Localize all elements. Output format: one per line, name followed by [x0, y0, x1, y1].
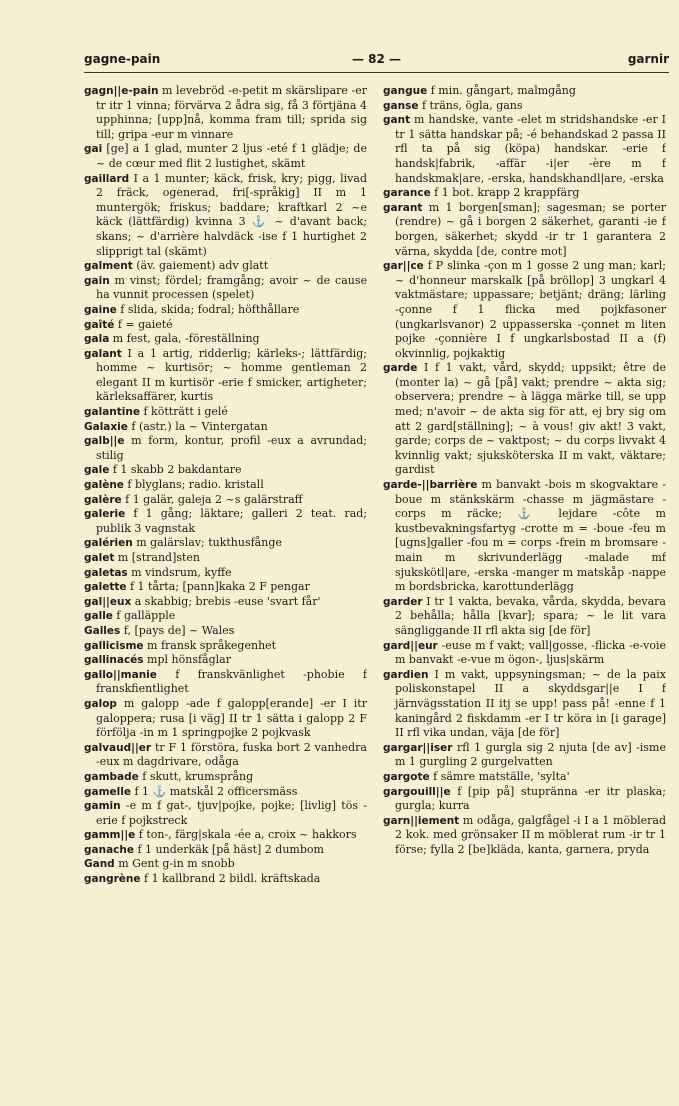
entry-definition: m odåga, galgfågel -i I a 1 möblerad 2 kok. med grönsaker II m möblerat rum -ir tr 1 förse; fylla 2 [be]kläda, kanta, garnera, pryda — [395, 813, 666, 856]
dictionary-entry — [84, 566, 367, 581]
dictionary-entry — [84, 785, 367, 800]
entry-definition: m banvakt -bois m skogvaktare -boue m stänkskärm -chasse m jägmästare -corps m räcke; ⚓ lejdare -côte m kustbevakningsfartyg -crotte m = -boue -feu m [ugns]galler -fou m = corps -frein m bromsare -main m skrivunderlägg -malade mf sjukskötl|are, -erska -manger m matskåp -nappe m bordsbricka, karottunderlägg — [395, 478, 666, 594]
entry-headword: garn||iement — [383, 814, 460, 827]
entry-definition: f 1 gång; läktare; galleri 2 teat. rad; publik 3 vagnstak — [96, 507, 367, 535]
entry-definition: rfl 1 gurgla sig 2 njuta [de av] -isme m 1 gurgling 2 gurgelvatten — [395, 740, 666, 769]
entry-definition: I a 1 artig, ridderlig; kärleks-; lättfärdig; homme ~ kurtisör; ~ homme gentleman 2 elegant II m kurtisör -erie f smicker, artigheter; kärleksaffärer, kurtis — [96, 346, 367, 404]
entry-definition: m 1 borgen[sman]; sagesman; se porter (rendre) ~ gå i borgen 2 säkerhet, garanti -ie f borgen, säkerhet; skydd -ir tr 1 garantera 2 värna, skydda [de, contre mot] — [395, 200, 666, 258]
entry-definition: f [pip på] stupränna -er itr plaska; gurgla; kurra — [395, 784, 666, 813]
entry-definition: m galärslav; tukthusfånge — [132, 536, 282, 550]
dictionary-entry — [84, 536, 367, 551]
entry-definition: f slida, skida; fodral; höfthållare — [116, 302, 300, 316]
entry-headword: gangue — [383, 85, 428, 97]
entry-definition: f 1 bot. krapp 2 krappfärg — [430, 186, 580, 200]
entry-headword: gain — [84, 274, 110, 287]
entry-headword: gai — [84, 143, 103, 156]
entry-definition: f 1 ⚓ matskål 2 officersmäss — [130, 784, 298, 798]
entry-headword: galerie — [84, 508, 126, 521]
dictionary-entry — [383, 259, 666, 361]
entry-headword: garder — [383, 595, 423, 608]
dictionary-entry — [84, 595, 367, 610]
dictionary-entry — [84, 347, 367, 405]
page-header — [84, 52, 669, 74]
dictionary-entry — [84, 274, 367, 303]
dictionary-entry — [84, 624, 367, 639]
entry-headword: gamin — [84, 800, 121, 813]
header-right-guideword: garnir — [627, 52, 669, 66]
entry-definition: m Gent g-in m snobb — [114, 857, 235, 871]
entry-headword: galle — [84, 610, 113, 623]
entry-definition: m levebröd -e-petit m skärslipare -er tr itr 1 vinna; förvärva 2 ådra sig, få 3 förtjäna 4 upphinna; [upp]nå, komma fram till; sprida sig till; gripa -eur m vinnare — [96, 84, 367, 141]
entry-definition: [ge] a 1 glad, munter 2 ljus -eté f 1 glädje; de ~ de cœur med flit 2 lustighet, skämt — [96, 142, 367, 170]
dictionary-entry — [383, 668, 666, 741]
entry-headword: gardien — [383, 668, 429, 681]
entry-definition: f 1 underkäk [på häst] 2 dumbom — [133, 842, 324, 856]
dictionary-entry — [383, 741, 666, 770]
entry-definition: f (astr.) la ~ Vintergatan — [127, 419, 268, 433]
entry-definition: tr F 1 förstöra, fuska bort 2 vanhedra -eux m dagdrivare, odåga — [96, 740, 367, 769]
entry-headword: gamm||e — [84, 829, 136, 842]
entry-definition: m vindsrum, kyffe — [127, 565, 232, 579]
dictionary-entry — [84, 770, 367, 785]
entry-headword: galant — [84, 347, 122, 360]
page-number: — 82 — — [351, 52, 402, 66]
entry-headword: gallinacés — [84, 654, 144, 667]
dictionary-entry — [84, 828, 367, 843]
dictionary-entry — [84, 259, 367, 274]
entry-definition: a skabbig; brebis -euse 'svart får' — [131, 594, 321, 608]
dictionary-entry — [84, 799, 367, 828]
entry-headword: ganache — [84, 843, 134, 856]
entry-headword: garde-||barrière — [383, 479, 478, 492]
entry-headword: gale — [84, 464, 110, 477]
dictionary-entry — [383, 186, 666, 201]
entry-headword: gambade — [84, 770, 139, 783]
dictionary-entry — [84, 318, 367, 333]
dictionary-entry — [84, 668, 367, 697]
dictionary-entry — [84, 551, 367, 566]
entry-headword: garant — [383, 201, 423, 214]
dictionary-entry — [383, 785, 666, 814]
entry-headword: gaîté — [84, 318, 115, 331]
header-left-guideword: gagne-pain — [84, 52, 161, 66]
entry-headword: galetas — [84, 566, 128, 579]
entry-headword: gaine — [84, 303, 117, 316]
entry-definition: f 1 kallbrand 2 bildl. kräftskada — [140, 872, 321, 886]
left-column — [84, 84, 367, 1094]
dictionary-entry — [383, 84, 666, 99]
entry-definition: f sämre matställe, 'sylta' — [429, 769, 570, 783]
dictionary-entry — [84, 639, 367, 654]
entry-headword: gangrène — [84, 873, 141, 886]
entry-definition: f blyglans; radio. kristall — [123, 478, 264, 492]
entry-definition: f 1 tårta; [pann]kaka 2 F pengar — [126, 580, 310, 594]
dictionary-entry — [84, 303, 367, 318]
entry-definition: m form, kontur, profil -eux a avrundad; stilig — [96, 434, 367, 462]
dictionary-entry — [383, 201, 666, 259]
entry-headword: galvaud||er — [84, 741, 152, 754]
entry-definition: m galopp -ade f galopp[erande] -er I itr galoppera; rusa [i väg] II tr 1 sätta i galopp 2 F förfölja -in m 1 springpojke 2 pojkvask — [96, 696, 367, 740]
dictionary-entry — [383, 361, 666, 478]
entry-definition: f ton-, färg|skala -ée a, croix ~ hakkors — [135, 828, 357, 842]
dictionary-entry — [84, 478, 367, 493]
entry-definition: m vinst; fördel; framgång; avoir ~ de cause ha vunnit processen (spelet) — [96, 273, 367, 302]
entry-definition: f kötträtt i gelé — [139, 405, 228, 419]
dictionary-entry — [84, 142, 367, 171]
entry-headword: galop — [84, 697, 117, 710]
entry-headword: Gand — [84, 858, 115, 871]
entry-headword: gal||eux — [84, 595, 132, 608]
entry-headword: garance — [383, 187, 431, 200]
entry-headword: garde — [383, 362, 418, 375]
entry-headword: galb||e — [84, 435, 125, 448]
entry-definition: m fransk språkegenhet — [143, 638, 277, 652]
entry-headword: galène — [84, 479, 124, 492]
dictionary-entry — [84, 493, 367, 508]
entry-definition: f träns, ögla, gans — [418, 98, 523, 112]
entry-definition: mpl hönsfåglar — [143, 653, 231, 667]
entry-definition: I m vakt, uppsyningsman; ~ de la paix poliskonstapel II a skyddsgar||e I f järnvägsstation II itj se upp! pass på! -enne f 1 kaningård 2 fiskdamm -er I tr köra in [i garage] II rfl vika undan, väja [de för] — [395, 667, 666, 740]
entry-headword: galet — [84, 552, 115, 564]
dictionary-entry — [84, 857, 367, 872]
entry-headword: Galaxie — [84, 420, 128, 433]
entry-headword: gard||eur — [383, 639, 438, 652]
entry-definition: f galläpple — [112, 609, 176, 623]
entry-headword: galère — [84, 493, 122, 506]
dictionary-entry — [383, 113, 666, 186]
entry-headword: Galles — [84, 624, 121, 637]
dictionary-entry — [84, 580, 367, 595]
entry-headword: gagn||e-pain — [84, 85, 159, 97]
entry-headword: galérien — [84, 537, 133, 550]
entry-headword: galantine — [84, 406, 140, 419]
entry-definition: -euse m f vakt; vall|gosse, -flicka -e-voie m banvakt -e-vue m ögon-, ljus|skärm — [395, 638, 666, 667]
dictionary-entry — [84, 697, 367, 741]
entry-headword: galment — [84, 260, 133, 273]
entry-headword: gargar||iser — [383, 741, 453, 754]
entry-definition: m [strand]sten — [114, 551, 201, 564]
entry-definition: f 1 galär, galeja 2 ~s galärstraff — [121, 492, 303, 506]
entry-definition: f skutt, krumsprång — [138, 769, 254, 783]
entry-headword: gallo||manie — [84, 668, 157, 681]
dictionary-entry — [383, 639, 666, 668]
dictionary-entry — [84, 507, 367, 536]
dictionary-entry — [383, 99, 666, 114]
entry-definition: f, [pays de] ~ Wales — [120, 623, 235, 637]
dictionary-entry — [84, 434, 367, 463]
dictionary-entry — [84, 463, 367, 478]
entry-definition: I a 1 munter; käck, frisk, kry; pigg, livad 2 fräck, ogenerad, fri[-språkig] II m 1 muntergök; friskus; baddare; kraftkarl 2 ~e käck (lättfärdig) kvinna 3 ⚓ ~ d'avant back; skans; ~ d'arrière halvdäck -ise f 1 hurtighet 2 slipprigt tal (skämt) — [96, 171, 367, 258]
entry-definition: f min. gångart, malmgång — [427, 84, 576, 97]
entry-headword: gargote — [383, 770, 430, 783]
right-column — [383, 84, 666, 1094]
dictionary-entry — [84, 653, 367, 668]
entry-definition: f franskvänlighet -phobie f franskfientlighet — [96, 667, 367, 696]
entry-headword: gaillard — [84, 172, 130, 185]
dictionary-entry — [84, 172, 367, 260]
dictionary-entry — [84, 84, 367, 142]
entry-definition: f = gaieté — [114, 317, 173, 331]
dictionary-entry — [84, 741, 367, 770]
dictionary-entry — [84, 843, 367, 858]
entry-headword: gallicisme — [84, 639, 144, 652]
dictionary-entry — [84, 405, 367, 420]
dictionary-entry — [84, 872, 367, 887]
dictionary-entry — [383, 770, 666, 785]
header-rule — [84, 72, 669, 73]
entry-headword: gar||ce — [383, 260, 424, 273]
dictionary-entry — [84, 420, 367, 435]
entry-definition: -e m f gat-, tjuv|pojke, pojke; [livlig] tös -erie f pojkstreck — [96, 799, 367, 827]
dictionary-entry — [383, 478, 666, 595]
entry-definition: (äv. gaiement) adv glatt — [132, 259, 269, 273]
dictionary-entry — [383, 595, 666, 639]
dictionary-entry — [84, 609, 367, 624]
entry-definition: m handske, vante -elet m stridshandske -er I tr 1 sätta handskar på; -é behandskad 2 passa II rfl ta på sig (köpa) handskar. -erie f handsk|fabrik, -affär -i|er -ère m f handskmak|are, -erska, handskhandl|are, -erska — [395, 113, 666, 185]
entry-definition: I f 1 vakt, vård, skydd; uppsikt; être de (monter la) ~ gå [på] vakt; prendre ~ akta sig; observera; prendre ~ à lägga märke till, se upp med; n'avoir ~ de akta sig för att, ej bry sig om att 2 gard[ställning]; ~ à vous! giv akt! 3 vakt, garde; corps de ~ vaktpost; ~ du corps livvakt 4 kvinnlig vakt; sjuksköterska II m vakt, väktare; gardist — [395, 361, 666, 477]
entry-headword: gargouill||e — [383, 785, 451, 798]
entry-headword: galette — [84, 581, 127, 594]
entry-definition: I tr 1 vakta, bevaka, vårda, skydda, bevara 2 behålla; hålla [kvar]; spara; ~ le lit vara sängliggande II rfl akta sig [de för] — [395, 594, 666, 637]
dictionary-entry — [383, 814, 666, 858]
entry-headword: gant — [383, 114, 411, 127]
entry-headword: gamelle — [84, 785, 131, 798]
entry-definition: m fest, gala, -föreställning — [109, 332, 260, 346]
entry-headword: gala — [84, 333, 110, 346]
dictionary-entry — [84, 332, 367, 347]
entry-definition: f 1 skabb 2 bakdantare — [109, 463, 242, 477]
entry-definition: f P slinka -çon m 1 gosse 2 ung man; karl; ~ d'honneur marskalk [på bröllop] 3 ungkarl 4 vaktmästare; uppassare; betjänt; dräng; lärling -çonne f 1 flicka med pojkfasoner (ungkarlsvanor) 2 uppasserska -çonnet m liten pojke -çonnière I f ungkarlsbostad II a (f) okvinnlig, pojkaktig — [395, 259, 666, 360]
entry-headword: ganse — [383, 99, 419, 112]
